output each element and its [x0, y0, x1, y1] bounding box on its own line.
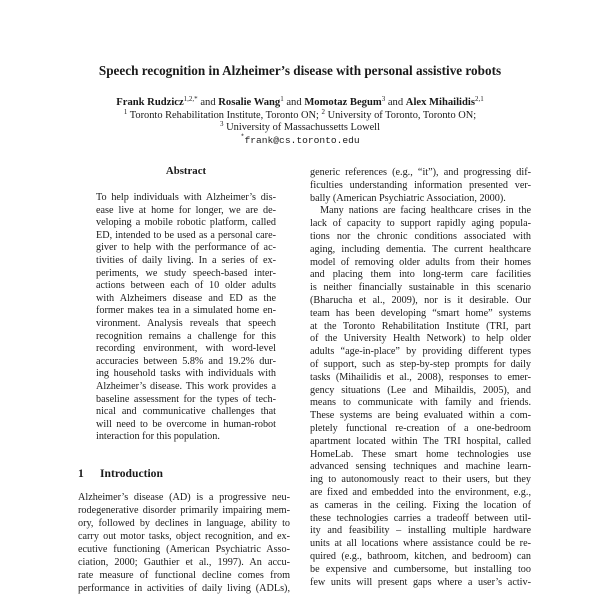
- author-separator: and: [200, 97, 216, 108]
- text-line: bally (American Psychiatric Association, 2000).: [310, 192, 506, 204]
- text-line: be expensive and cumbersome, but installing too: [310, 563, 531, 575]
- section-heading: [78, 467, 163, 480]
- contact-email: [0, 135, 600, 146]
- text-line: To help individuals with Alzheimer’s dis-: [96, 192, 276, 203]
- affil-marker: 2: [321, 108, 325, 116]
- text-line: vironment. Analysis reveals that speech: [96, 318, 276, 329]
- text-line: ciation, 2000; Gauthier et al., 1997). An accu-: [78, 557, 290, 568]
- abstract-heading: Abstract: [165, 165, 207, 177]
- text-line: performance in activities of daily living (ADLs),: [78, 583, 290, 594]
- text-line: ED, intended to be used as a personal care-: [96, 229, 276, 241]
- text-line: Many nations are facing healthcare crises in the: [320, 205, 531, 217]
- text-line: at the Toronto Rehabilitation Institute (TRI, part: [310, 320, 531, 332]
- text-line: recognition remains a challenge for this: [96, 330, 276, 342]
- email-marker: *: [240, 134, 245, 142]
- text-line: tasks (Mihailidis et al., 2008), responses to emer-: [310, 371, 531, 383]
- text-line: These systems are being evaluated within a com-: [310, 410, 531, 422]
- text-line: apartment located within The TRI hospital, called: [310, 435, 531, 447]
- text-line: ing household tasks with individuals with: [96, 368, 276, 380]
- text-line: interaction for this population.: [96, 431, 220, 443]
- text-line: model of removing older adults from their homes: [310, 256, 531, 268]
- text-line: actions between each of 10 older adults: [96, 280, 276, 292]
- author-separator: and: [387, 97, 404, 108]
- author-line: [0, 97, 600, 108]
- text-line: tivities of daily living. In a series of ex-: [96, 255, 276, 266]
- text-line: these technologies carries a tradeoff between util-: [310, 512, 531, 524]
- author-name: Alex Mihailidis: [405, 97, 475, 108]
- text-line: lack of capacity to support rapidly aging popula-: [310, 218, 531, 230]
- text-line: and placing them into long-term care facilities: [310, 269, 531, 281]
- text-line: rodegenerative disorder primarily impairing mem-: [78, 505, 290, 516]
- author-name: Rosalie Wang: [218, 97, 281, 108]
- text-line: Alzheimer’s disease. This work provides a: [96, 381, 276, 392]
- text-line: giver to help with the performance of ac-: [96, 242, 276, 254]
- text-line: means to communicate with family and friends.: [310, 397, 531, 409]
- text-line: pletely functional re-creation of a one-bedroom: [310, 423, 531, 434]
- text-line: HomeLab. These smart home technologies use: [310, 448, 531, 460]
- text-line: units at all locations where assistance could be re-: [310, 538, 531, 550]
- text-line: as cameras in the ceiling. Fixing the location of: [310, 499, 531, 511]
- text-line: veloping a mobile robotic platform, called: [96, 217, 276, 229]
- text-line: ity and feasibility – installing multiple hardware: [310, 525, 531, 537]
- text-line: of the University Health Network) to help older: [310, 333, 531, 345]
- text-line: of support, such as step-by-step prompts for daily: [310, 359, 531, 370]
- author-affil-marker: 1: [280, 95, 284, 103]
- affil-marker: 3: [220, 120, 224, 128]
- text-line: will need to be overcome in human-robot: [96, 418, 276, 430]
- text-line: team has been developing “smart home” systems: [310, 307, 531, 319]
- section-number: 1: [78, 467, 84, 480]
- text-line: ing to autonomously react to their users, but they: [310, 474, 531, 486]
- affiliation: University of Toronto, Toronto ON;: [327, 110, 477, 121]
- text-line: are fixed and embedded into the environment, e.g.,: [310, 487, 531, 498]
- text-line: ecutive functioning (American Psychiatric Asso-: [78, 544, 290, 555]
- text-line: ficulties understanding information presented ver-: [310, 179, 531, 191]
- text-line: generic references (e.g., “it”), and progressing dif-: [310, 167, 531, 178]
- affiliation: Toronto Rehabilitation Institute, Toronto ON;: [129, 110, 319, 121]
- text-line: few units will present gaps where a user’s activ-: [310, 576, 531, 588]
- text-line: with Alzheimers disease and ED as the: [96, 292, 276, 304]
- author-affil-marker: 1,2,*: [183, 95, 198, 103]
- text-line: recording environment, with word-level: [96, 343, 276, 355]
- author-affil-marker: 3: [381, 95, 386, 103]
- text-line: ease live at home for longer, we are de-: [96, 204, 276, 216]
- text-line: tions nor the chronic conditions associated with: [310, 231, 531, 242]
- text-line: rate measure of functional decline comes from: [78, 570, 290, 581]
- text-line: is neither financially sustainable in this scenario: [310, 282, 531, 294]
- author-affil-marker: 2,1: [474, 95, 484, 103]
- text-line: quired (e.g., bathroom, kitchen, and bedroom) can: [310, 551, 531, 562]
- paper-title: Speech recognition in Alzheimer’s disease with personal assistive robots: [98, 63, 502, 78]
- text-line: nical and communicative challenges that: [96, 406, 276, 418]
- author-separator: and: [286, 97, 302, 108]
- affiliation-line: [0, 122, 600, 133]
- text-line: adults “age-in-place” by providing different types: [310, 346, 531, 358]
- text-line: periments, we study speech-based inter-: [96, 267, 276, 279]
- affiliation: University of Massachussetts Lowell: [226, 122, 380, 133]
- email-text: frank@cs.toronto.edu: [244, 135, 360, 146]
- text-line: gency situations (Lee and Mihaildis, 2005), and: [310, 384, 531, 396]
- affiliation-line: [0, 110, 600, 121]
- section-title: Introduction: [100, 467, 163, 480]
- text-line: Alzheimer’s disease (AD) is a progressive neu-: [78, 492, 290, 503]
- author-name: Frank Rudzicz: [116, 97, 184, 108]
- text-line: aging, including dementia. The current healthcare: [310, 243, 531, 255]
- text-line: advanced sensing techniques and machine learn-: [310, 461, 531, 473]
- text-line: former makes tea in a simulated home en-: [96, 305, 276, 317]
- text-line: ory, followed by declines in language, ability to: [78, 518, 290, 529]
- text-line: carry out motor tasks, object recognition, and ex-: [78, 531, 290, 542]
- author-name: Momotaz Begum: [304, 97, 382, 108]
- text-line: (Bharucha et al., 2009), nor is it desirable. Our: [310, 295, 531, 306]
- text-line: baseline assessment for the types of tech-: [96, 393, 276, 405]
- text-line: accuracies between 5.8% and 19.2% dur-: [96, 355, 276, 367]
- affil-marker: 1: [123, 108, 128, 116]
